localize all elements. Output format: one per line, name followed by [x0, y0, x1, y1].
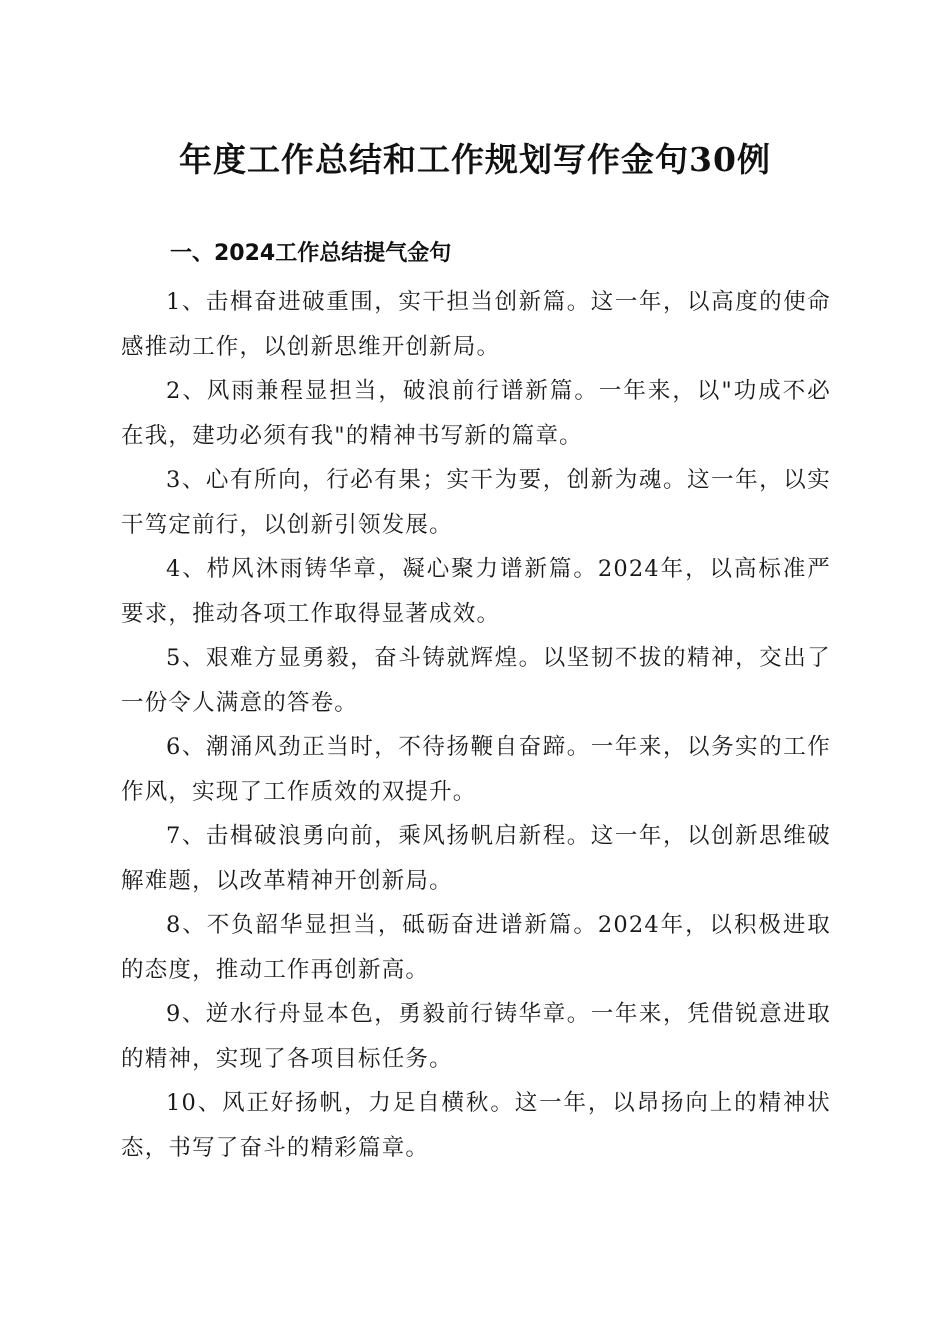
quote-item: 2、风雨兼程显担当，破浪前行谱新篇。一年来，以"功成不必在我，建功必须有我"的精神书写新的篇章。	[121, 378, 831, 449]
section-heading: 一、2024工作总结提气金句	[170, 241, 452, 266]
quote-list	[121, 280, 831, 1170]
quote-item: 8、不负韶华显担当，砥砺奋进谱新篇。2024年，以积极进取的态度，推动工作再创新高。	[121, 912, 831, 983]
quote-item: 5、艰难方显勇毅，奋斗铸就辉煌。以坚韧不拔的精神，交出了一份令人满意的答卷。	[121, 645, 831, 716]
quote-item: 7、击楫破浪勇向前，乘风扬帆启新程。这一年，以创新思维破解难题，以改革精神开创新局。	[121, 823, 831, 894]
document-title: 年度工作总结和工作规划写作金句30例	[179, 140, 771, 179]
quote-item: 6、潮涌风劲正当时，不待扬鞭自奋蹄。一年来，以务实的工作作风，实现了工作质效的双提升。	[121, 734, 831, 805]
quote-item: 4、栉风沐雨铸华章，凝心聚力谱新篇。2024年，以高标准严要求，推动各项工作取得显著成效。	[121, 556, 831, 627]
quote-item: 3、心有所向，行必有果；实干为要，创新为魂。这一年，以实干笃定前行，以创新引领发展。	[121, 467, 831, 538]
quote-item: 1、击楫奋进破重围，实干担当创新篇。这一年，以高度的使命感推动工作，以创新思维开创新局。	[121, 289, 831, 360]
quote-item: 10、风正好扬帆，力足自横秋。这一年，以昂扬向上的精神状态，书写了奋斗的精彩篇章。	[121, 1090, 831, 1161]
quote-item: 9、逆水行舟显本色，勇毅前行铸华章。一年来，凭借锐意进取的精神，实现了各项目标任务。	[121, 1001, 831, 1072]
